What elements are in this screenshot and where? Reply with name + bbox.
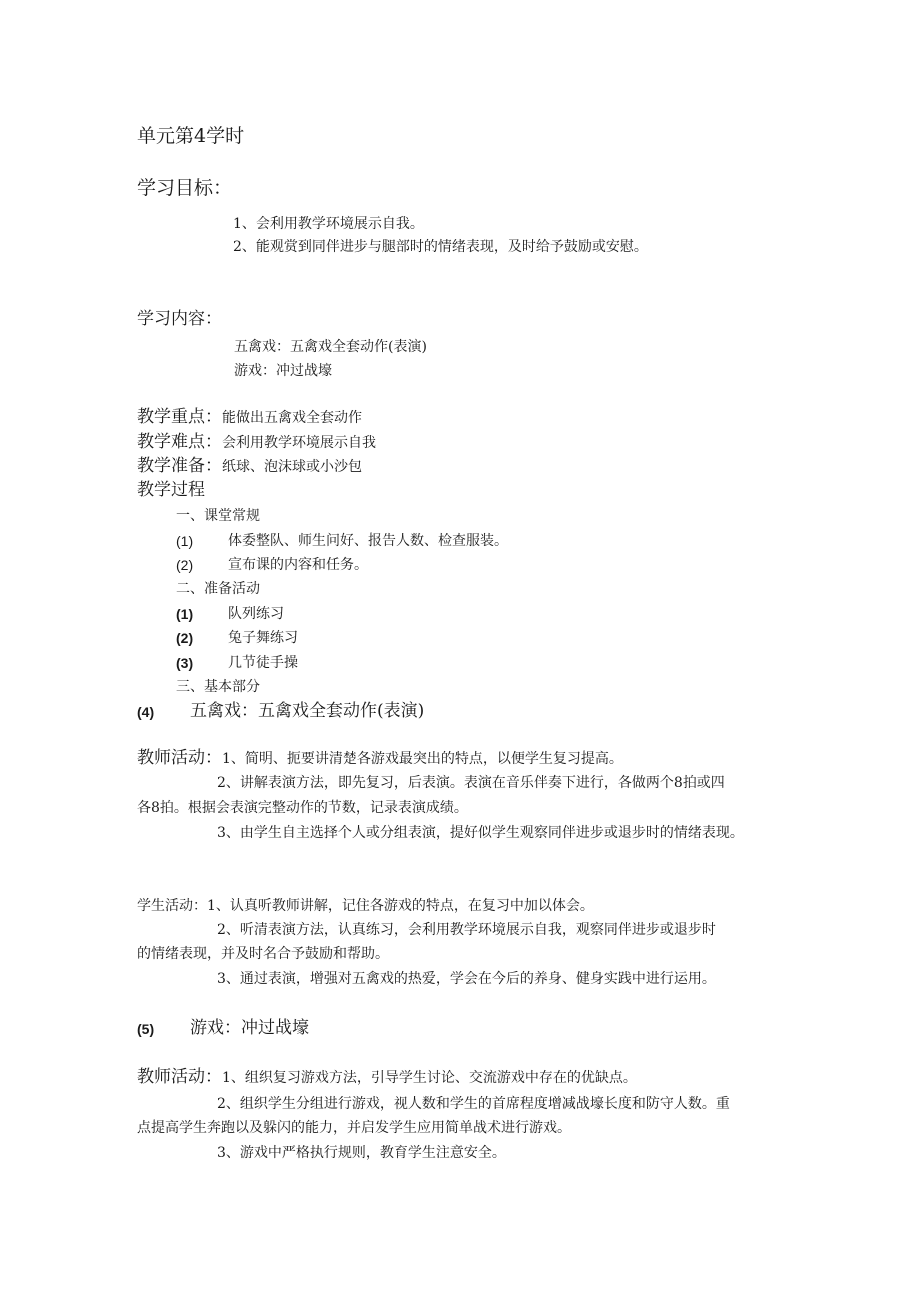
section1-title: 一、课堂常规 [176, 508, 260, 524]
list-item: 兔子舞练习 [228, 630, 298, 646]
content-heading: 学习内容： [137, 309, 222, 329]
difficulty-label: 教学难点： [137, 432, 222, 452]
paragraph-text: 2、组织学生分组进行游戏，视人数和学生的首席程度增减战壕长度和防守人数。重 [217, 1096, 730, 1112]
paragraph-text: 1、认真听教师讲解，记住各游戏的特点，在复习中加以体会。 [207, 898, 594, 914]
paragraph-text: 1、简明、扼要讲清楚各游戏最突出的特点，以便学生复习提高。 [222, 751, 623, 767]
list-number: (1) [176, 606, 194, 622]
key-point-row [137, 409, 362, 426]
part4-number: (4) [137, 704, 155, 720]
paragraph-text: 3、游戏中严格执行规则，教育学生注意安全。 [217, 1145, 506, 1161]
preparation-row [137, 458, 362, 475]
paragraph-text: 的情绪表现，并及时名合予鼓励和帮助。 [137, 946, 389, 962]
section2-title: 二、准备活动 [176, 581, 260, 597]
list-number: (2) [176, 557, 194, 573]
difficulty-row [137, 434, 376, 451]
part4-teacher-line1 [137, 750, 623, 767]
part5-title: 游戏：冲过战壕 [190, 1018, 309, 1038]
part4-student-line1 [137, 899, 594, 913]
paragraph-text: 2、讲解表演方法，即先复习，后表演。表演在音乐伴奏下进行，各做两个8拍或四 [217, 775, 725, 791]
student-activity-label: 学生活动： [137, 898, 207, 914]
objective-item: 2、能观赏到同伴进步与腿部时的情绪表现，及时给予鼓励或安慰。 [233, 239, 648, 255]
list-number: (3) [176, 655, 194, 671]
list-item: 几节徒手操 [228, 655, 298, 671]
paragraph-text: 3、由学生自主选择个人或分组表演，提好似学生观察同伴进步或退步时的情绪表现。 [217, 825, 744, 841]
content-item: 游戏：冲过战壕 [234, 363, 332, 379]
part4-title: 五禽戏：五禽戏全套动作(表演) [190, 701, 425, 721]
list-number: (2) [176, 630, 194, 646]
difficulty-text: 会利用教学环境展示自我 [222, 435, 376, 451]
content-item: 五禽戏：五禽戏全套动作(表演) [234, 339, 427, 355]
list-number: (1) [176, 533, 194, 549]
key-point-label: 教学重点： [137, 407, 222, 427]
paragraph-text: 点提高学生奔跑以及躲闪的能力，并启发学生应用简单战术进行游戏。 [137, 1120, 571, 1136]
section3-title: 三、基本部分 [176, 679, 260, 695]
paragraph-text: 3、通过表演，增强对五禽戏的热爱，学会在今后的养身、健身实践中进行运用。 [217, 971, 716, 987]
paragraph-text: 1、组织复习游戏方法，引导学生讨论、交流游戏中存在的优缺点。 [222, 1070, 637, 1086]
part5-teacher-line1 [137, 1069, 637, 1086]
objectives-heading: 学习目标： [137, 177, 233, 199]
key-point-text: 能做出五禽戏全套动作 [222, 410, 362, 426]
paragraph-text: 2、听清表演方法，认真练习，会利用教学环境展示自我，观察同伴进步或退步时 [217, 922, 716, 938]
list-item: 队列练习 [228, 606, 284, 622]
lesson-title: 单元第4学时 [137, 125, 245, 147]
preparation-label: 教学准备： [137, 456, 222, 476]
process-heading: 教学过程 [137, 480, 205, 500]
preparation-text: 纸球、泡沫球或小沙包 [222, 459, 362, 475]
teacher-activity-label: 教师活动： [137, 748, 222, 768]
teacher-activity-label: 教师活动： [137, 1067, 222, 1087]
objective-item: 1、会利用教学环境展示自我。 [233, 216, 424, 232]
paragraph-text: 各8拍。根据会表演完整动作的节数，记录表演成绩。 [137, 800, 468, 816]
list-item: 宣布课的内容和任务。 [228, 557, 368, 573]
part5-number: (5) [137, 1021, 155, 1037]
list-item: 体委整队、师生问好、报告人数、检查服装。 [228, 533, 508, 549]
